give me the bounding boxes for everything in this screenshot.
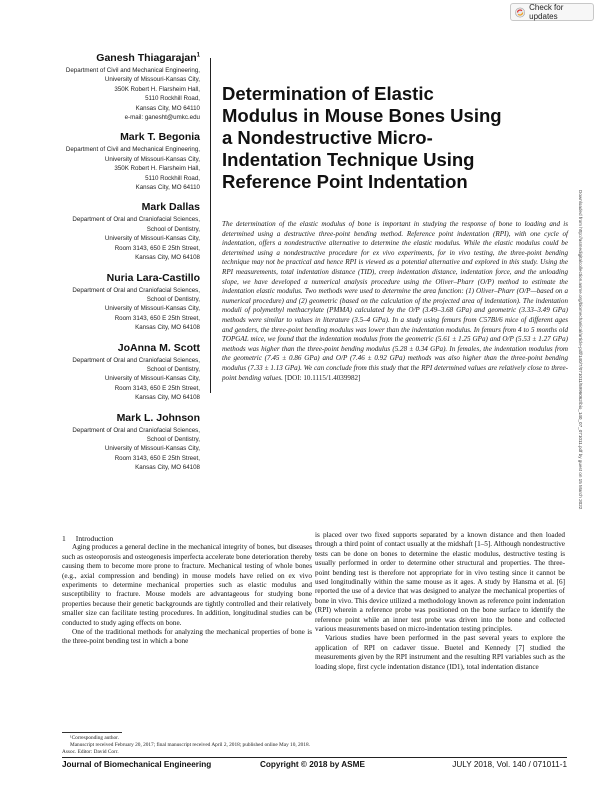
check-for-updates-label: Check for updates bbox=[529, 3, 564, 21]
author-block bbox=[20, 342, 200, 403]
column-divider bbox=[210, 58, 211, 393]
author-affiliation-line: Department of Civil and Mechanical Engineering, bbox=[65, 146, 200, 154]
footer-divider bbox=[62, 757, 567, 758]
title-line: Indentation Technique Using bbox=[222, 149, 475, 170]
author-affiliation-line: 5110 Rockhill Road, bbox=[145, 174, 200, 182]
paragraph: is placed over two fixed supports separated by a known distance and then loaded through a third point of contact usually at the midshaft [1–5]. Although nondestructive tests can be done on bones to determine the elastic modulus, destructive testing is usually performed in order to determine other structural and properties. The three-point bending test is therefore not appropriate for in vivo testing since it cannot be used longitudinally within the same mouse as it ages. A study by Hansma et al. [6] reported the use of a device that was designed to analyze the mechanical properties of bone in vivo. This device utilized a methodology known as reference point indentation (RPI) wherein a reference probe was positioned on the bone surface to identify the reference point while an inner test probe was driven into the bone and collected various measurements based on micro-indentation testing principles. bbox=[315, 531, 565, 634]
author-name: Nuria Lara-Castillo bbox=[106, 271, 200, 284]
title-line: Modulus in Mouse Bones Using bbox=[222, 105, 502, 126]
article-title bbox=[222, 83, 562, 193]
paragraph: One of the traditional methods for analyzing the mechanical properties of bone is the three-point bending test in which a bone bbox=[62, 628, 312, 646]
author-affiliation-line: School of Dentistry, bbox=[146, 435, 200, 443]
volume-page: JULY 2018, Vol. 140 / 071011-1 bbox=[452, 760, 567, 769]
section-title: Introduction bbox=[75, 534, 114, 543]
author-affiliation-line: Kansas City, MO 64110 bbox=[135, 104, 200, 112]
footnote: ¹Corresponding author. bbox=[70, 735, 119, 741]
author-affiliation-line: 350K Robert H. Flarsheim Hall, bbox=[114, 85, 200, 93]
author-name: Mark L. Johnson bbox=[116, 411, 200, 424]
author-block bbox=[20, 131, 200, 192]
paragraph: Aging produces a general decline in the mechanical integrity of bones, but diseases such as osteoporosis and osteogenesis imperfecta accelerate bone deterioration thereby causing them to become more prone to fracture. Mechanical testing of whole bones (e.g., axial compression and bending) in mouse models have relied on ex vivo experiments to determine mechanical properties such as elastic modulus and susceptibility to fracture. Mouse models are advantageous for studying bone properties because their genetic backgrounds are tightly controlled and their relatively smaller size can facilitate testing procedures. In addition, longitudinal studies can be conducted to study aging effects on bone. bbox=[62, 543, 312, 627]
author-affiliation-line: 5110 Rockhill Road, bbox=[145, 95, 200, 103]
check-for-updates-button[interactable] bbox=[510, 3, 594, 21]
author-affiliation-line: Kansas City, MO 64110 bbox=[135, 184, 200, 192]
body-column-left bbox=[62, 534, 312, 647]
author-name: Ganesh Thiagarajan$^1$ bbox=[96, 52, 200, 64]
author-affiliation-line: Department of Oral and Craniofacial Sciences, bbox=[72, 426, 200, 434]
author-affiliation-line: University of Missouri-Kansas City, bbox=[104, 305, 200, 313]
copyright: Copyright © 2018 by ASME bbox=[260, 760, 365, 769]
abstract bbox=[222, 220, 568, 383]
footnote: Manuscript received February 20, 2017; final manuscript received April 2, 2018; published online May 10, 2018. Assoc. Editor: David Corr. bbox=[62, 742, 310, 755]
author-affiliation-line: School of Dentistry, bbox=[146, 225, 200, 233]
paragraph: Various studies have been performed in the past several years to explore the application of RPI on cadaver tissue. Buetel and Kennedy [7] studied the measurements given by the RPI instrument and the resulting RPI variables such as the loading slope, first cycle indentation distance (ID1), total indentation distance bbox=[315, 634, 565, 671]
abstract-text: The determination of the elastic modulus of bone is important in studying the response of bone to loading and is determined using a destructive three-point bending method. Reference point indentation (RPI), with one cycle of indentation, offers a nondestructive alternative to determine the elastic modulus. While the elastic modulus could be determined using a nondestructive procedure for ex vivo experiments, for in vivo testing, the three-point bending technique may not be practical and hence RPI is viewed as a potential alternative and explored in this study. Using the RPI measurements, total indentation distance (TID), creep indentation distance, indentation force, and the unloading slope, we have developed a numerical analysis procedure using the Oliver–Pharr (O/P) method to estimate the indentation elastic modulus. Two methods were used to determine the area function: (1) Oliver–Pharr (O/P—based on a numerical procedure) and (2) geometric (based on the calculation of the projected area of indentation). The indentation moduli of polymethyl methacrylate (PMMA) calculated by the O/P (3.49–3.68 GPa) and geometric (3.33–3.49 GPa) methods were similar to values in literature (3.5–4 GPa). In a study using femurs from C57Bl/6 mice of different ages and genders, the three-point bending modulus was lower than the indentation modulus. In femurs from 4 to 5 months old TOPGAL mice, we found that the indentation modulus from the geometric (5.61 ± 1.25 GPa) and O/P (5.53 ± 1.27 GPa) methods was higher than the three-point bending modulus (5.28 ± 0.34 GPa). In females, the indentation modulus from the geometric (7.45 ± 0.86 GPa) and O/P (7.46 ± 0.92 GPa) methods was also higher than the three-point bending modulus (7.33 ± 1.13 GPa). We can conclude from this study that the RPI determined values are relatively close to three-point bending values. bbox=[222, 220, 568, 382]
journal-name: Journal of Biomechanical Engineering bbox=[62, 760, 212, 769]
author-affiliation-line: Kansas City, MO 64108 bbox=[135, 324, 200, 332]
author-affiliation-line: University of Missouri-Kansas City, bbox=[104, 375, 200, 383]
footnotes bbox=[62, 735, 312, 756]
author-affiliation-line: Room 3143, 650 E 25th Street, bbox=[114, 454, 200, 462]
title-line: Determination of Elastic bbox=[222, 83, 434, 104]
footnote-divider bbox=[62, 732, 122, 733]
author-block bbox=[20, 272, 200, 333]
author-affiliation-line: University of Missouri-Kansas City, bbox=[104, 445, 200, 453]
author-affiliation-line: 350K Robert H. Flarsheim Hall, bbox=[114, 165, 200, 173]
author-affiliation-line: University of Missouri-Kansas City, bbox=[104, 155, 200, 163]
author-affiliation-line: School of Dentistry, bbox=[146, 365, 200, 373]
author-affiliation-line: Department of Oral and Craniofacial Sciences, bbox=[72, 286, 200, 294]
author-affiliation-line: Department of Oral and Craniofacial Sciences, bbox=[72, 216, 200, 224]
author-affiliation-line: Room 3143, 650 E 25th Street, bbox=[114, 384, 200, 392]
body-column-right bbox=[315, 531, 565, 672]
author-affiliation-line: Department of Civil and Mechanical Engineering, bbox=[65, 67, 200, 74]
author-list bbox=[20, 52, 200, 482]
author-name: JoAnna M. Scott bbox=[117, 341, 200, 354]
author-affiliation-line: Department of Oral and Craniofacial Sciences, bbox=[72, 356, 200, 364]
section-heading bbox=[62, 534, 312, 543]
author-affiliation-line: School of Dentistry, bbox=[146, 295, 200, 303]
author-affiliation-line: Kansas City, MO 64108 bbox=[135, 254, 200, 262]
author-affiliation-line[interactable]: e-mail: ganesht@umkc.edu bbox=[124, 114, 200, 122]
author-block bbox=[20, 52, 200, 122]
download-note-text: Downloaded from http://asmedigitalcollection.asme.org/biomechanical/article-pdf/140/7/071011/5996062/bio_140_07_071011.pdf by guest on 15 March 2022 bbox=[578, 190, 583, 510]
author-affiliation-line: Kansas City, MO 64108 bbox=[135, 464, 200, 472]
author-block bbox=[20, 201, 200, 262]
author-name: Mark T. Begonia bbox=[120, 131, 200, 144]
author-affiliation-line: Kansas City, MO 64108 bbox=[135, 394, 200, 402]
doi-link[interactable]: [DOI: 10.1115/1.4039982] bbox=[284, 373, 361, 382]
title-line: a Nondestructive Micro- bbox=[222, 127, 433, 148]
author-affiliation-line: University of Missouri-Kansas City, bbox=[104, 76, 200, 84]
author-block bbox=[20, 412, 200, 473]
author-affiliation-line: University of Missouri-Kansas City, bbox=[104, 235, 200, 243]
title-line: Reference Point Indentation bbox=[222, 171, 468, 192]
update-badge-icon bbox=[515, 7, 525, 18]
author-name: Mark Dallas bbox=[141, 201, 200, 214]
author-affiliation-line: Room 3143, 650 E 25th Street, bbox=[114, 244, 200, 252]
section-number: 1 bbox=[62, 534, 66, 543]
author-affiliation-line: Room 3143, 650 E 25th Street, bbox=[114, 314, 200, 322]
download-note bbox=[574, 190, 584, 585]
